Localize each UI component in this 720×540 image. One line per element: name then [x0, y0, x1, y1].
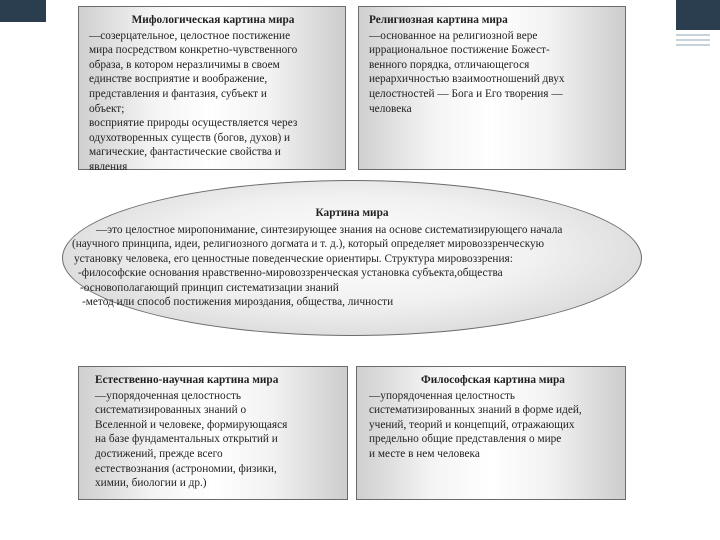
- scientific-worldview-box: [78, 366, 348, 500]
- worldview-line: -основополагающий принцип систематизации знаний: [80, 281, 339, 294]
- scientific-line: химии, биологии и др.): [95, 477, 207, 490]
- mythological-line: восприятие природы осуществляется через: [89, 117, 298, 130]
- decorative-bar-left: [0, 0, 46, 22]
- scientific-line: —упорядоченная целостность: [95, 389, 242, 402]
- religious-worldview-box: [358, 6, 626, 170]
- worldview-line: (научного принципа, идеи, религиозного догмата и т. д.), который определяет мировоззренческую: [72, 238, 545, 250]
- worldview-line: установку человека, его ценностные поведенческие ориентиры. Структура мировоззрения:: [74, 252, 513, 265]
- mythological-line: единстве восприятие и воображение,: [89, 73, 268, 86]
- mythological-line: образа, в котором неразличимы в своем: [89, 58, 280, 71]
- worldview-line: —это целостное миропонимание, синтезирующее знания на основе систематизирующего начала: [96, 223, 563, 236]
- philosophical-worldview-box: [356, 366, 626, 500]
- worldview-line: -метод или способ постижения мироздания, общества, личности: [82, 296, 394, 308]
- philosophical-line: —упорядоченная целостность: [369, 389, 516, 402]
- mythological-line: магические, фантастические свойства и: [89, 146, 281, 159]
- religious-line: целостностей — Бога и Его творения —: [369, 87, 563, 100]
- mythological-line: объект;: [89, 102, 125, 115]
- religious-title: Религиозная картина мира: [369, 14, 508, 26]
- mythological-line: одухотворенных существ (богов, духов) и: [89, 131, 291, 144]
- decorative-lines: [676, 34, 710, 49]
- mythological-line: мира посредством конкретно-чувственного: [89, 44, 298, 57]
- worldview-definition: [62, 206, 642, 310]
- philosophical-line: и месте в нем человека: [369, 447, 480, 460]
- religious-line: —основанное на религиозной вере: [369, 29, 538, 42]
- religious-line: венного порядка, отличающегося: [369, 58, 530, 71]
- scientific-line: систематизированных знаний о: [95, 404, 247, 417]
- mythological-line: представления и фантазия, субъект и: [89, 87, 267, 100]
- philosophical-title: Философская картина мира: [421, 374, 565, 386]
- mythological-title: Мифологическая картина мира: [131, 14, 295, 26]
- mythological-worldview-box: [78, 6, 346, 173]
- scientific-line: естествознания (астрономии, физики,: [95, 462, 277, 475]
- philosophical-line: учений, теорий и концепций, отражающих: [369, 418, 575, 431]
- worldview-title: Картина мира: [315, 207, 389, 219]
- mythological-line: —созерцательное, целостное постижение: [89, 29, 291, 42]
- religious-line: человека: [369, 102, 412, 115]
- religious-line: иррациональное постижение Божест-: [369, 44, 550, 57]
- philosophical-line: предельно общие представления о мире: [369, 433, 562, 446]
- mythological-line: явления: [89, 160, 128, 173]
- scientific-line: Вселенной и человеке, формирующаяся: [95, 418, 288, 431]
- decorative-bar-right: [676, 0, 720, 30]
- worldview-line: -философские основания нравственно-мировоззренческая установка субъекта,общества: [78, 267, 503, 279]
- religious-line: иерархичностью взаимоотношений двух: [369, 73, 565, 86]
- scientific-line: достижений, прежде всего: [95, 447, 223, 460]
- philosophical-line: систематизированных знаний в форме идей,: [369, 404, 582, 417]
- scientific-line: на базе фундаментальных открытий и: [95, 433, 278, 446]
- scientific-title: Естественно-научная картина мира: [95, 374, 279, 386]
